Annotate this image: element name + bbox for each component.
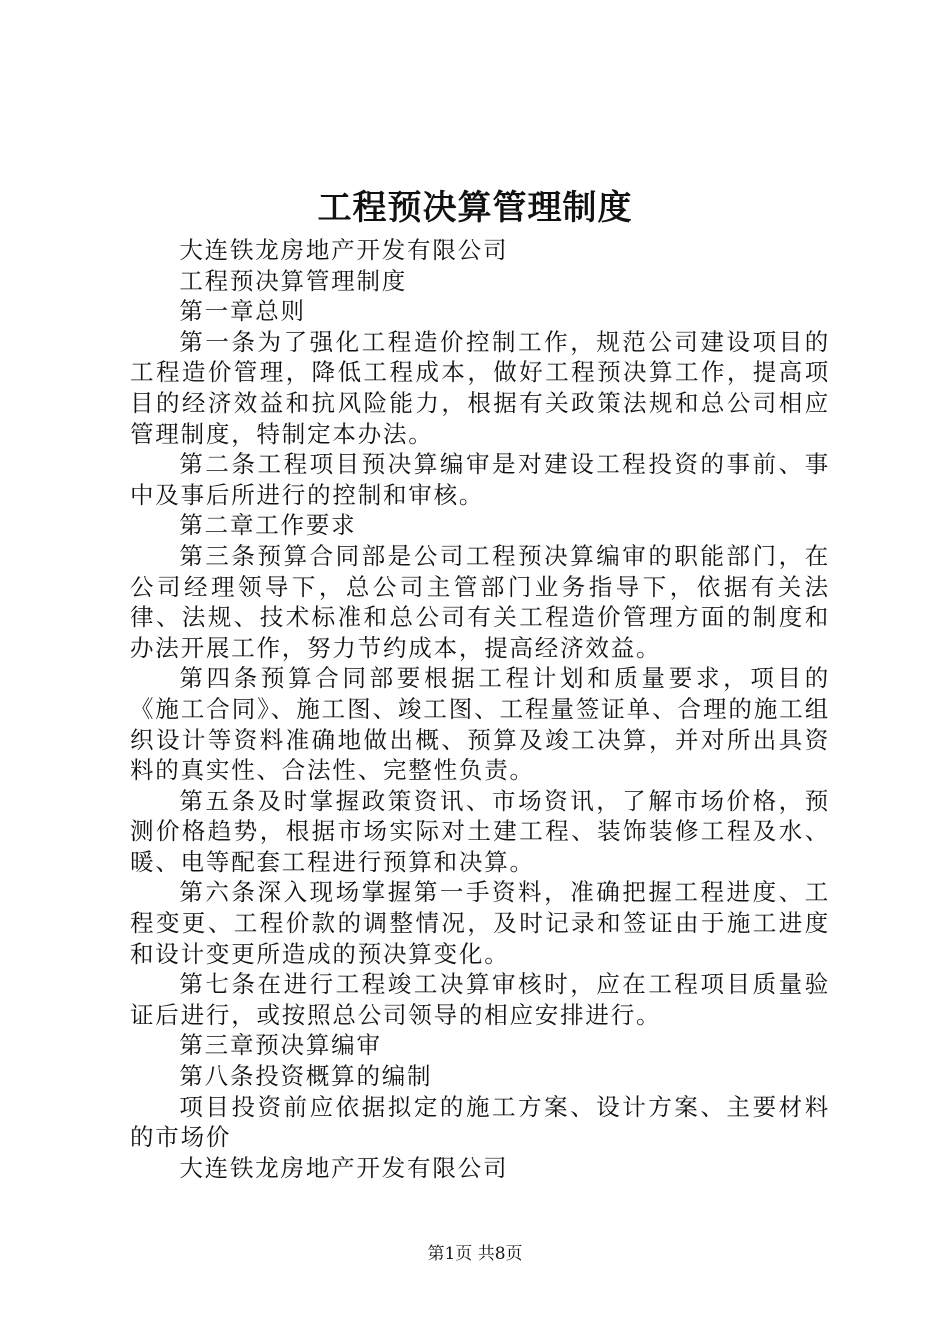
article-3: 第三条预算合同部是公司工程预决算编审的职能部门，在公司经理领导下，总公司主管部门业务指导下，依据有关法律、法规、技术标准和总公司有关工程造价管理方面的制度和办法开展工作，努力节约成本，提高经济效益。 — [130, 541, 830, 662]
company-name: 大连铁龙房地产开发有限公司 — [179, 236, 509, 264]
company-name-footer-line: 大连铁龙房地产开发有限公司 — [179, 1153, 509, 1182]
document-title: 工程预决算管理制度 — [317, 188, 633, 228]
article-2: 第二条工程项目预决算编审是对建设工程投资的事前、事中及事后所进行的控制和审核。 — [130, 450, 830, 509]
article-8-text: 项目投资前应依据拟定的施工方案、设计方案、主要材料的市场价 — [130, 1092, 830, 1152]
page-number: 第1页 共8页 — [427, 1244, 523, 1264]
article-6: 第六条深入现场掌握第一手资料，准确把握工程进度、工程变更、工程价款的调整情况，及时记录和签证由于施工进度和设计变更所造成的预决算变化。 — [130, 878, 830, 968]
article-8-heading: 第八条投资概算的编制 — [179, 1062, 433, 1091]
article-1: 第一条为了强化工程造价控制工作，规范公司建设项目的工程造价管理，降低工程成本，做好工程预决算工作，提高项目的经济效益和抗风险能力，根据有关政策法规和总公司相应管理制度，特制定本办法。 — [130, 327, 830, 448]
article-7: 第七条在进行工程竣工决算审核时，应在工程项目质量验证后进行，或按照总公司领导的相应安排进行。 — [130, 970, 830, 1029]
article-5: 第五条及时掌握政策资讯、市场资讯，了解市场价格，预测价格趋势，根据市场实际对土建工程、装饰装修工程及水、暖、电等配套工程进行预算和决算。 — [130, 786, 830, 876]
chapter-2-heading: 第二章工作要求 — [179, 511, 357, 540]
article-4: 第四条预算合同部要根据工程计划和质量要求，项目的《施工合同》、施工图、竣工图、工程量签证单、合理的施工组织设计等资料准确地做出概、预算及竣工决算，并对所出具资料的真实性、合法性、完整性负责。 — [130, 664, 830, 785]
subtitle: 工程预决算管理制度 — [179, 266, 408, 295]
document-body — [130, 235, 830, 1183]
chapter-1-heading: 第一章总则 — [179, 297, 306, 326]
chapter-3-heading: 第三章预决算编审 — [179, 1031, 382, 1060]
